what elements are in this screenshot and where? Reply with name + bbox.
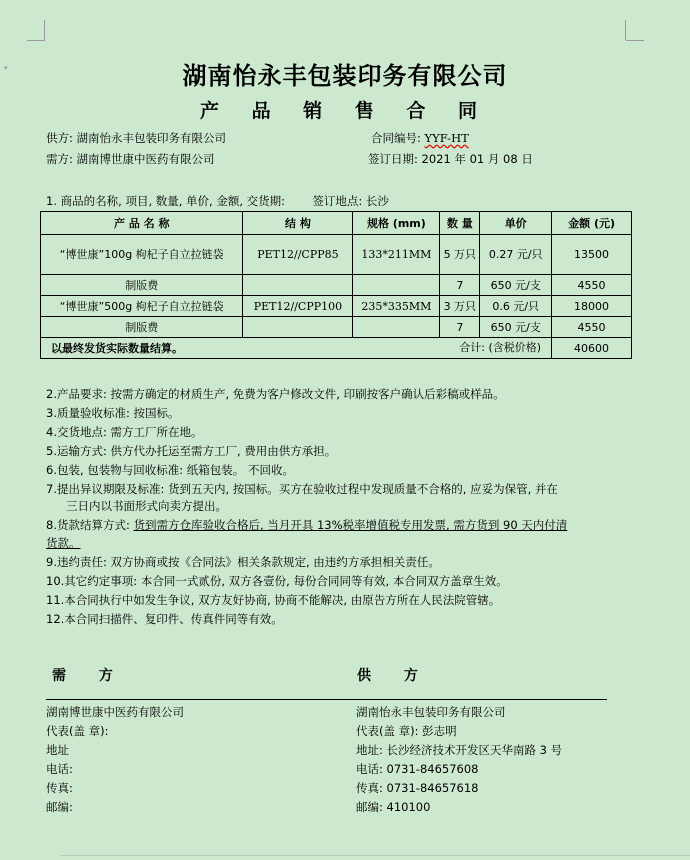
table-cell xyxy=(243,317,353,338)
buyer-heading: 需 方 xyxy=(52,668,127,684)
settlement-note: 以最终发货实际数量结算。 xyxy=(51,341,183,355)
table-header-cell: 金额 (元) xyxy=(552,212,632,235)
table-cell: PET12//CPP85 xyxy=(243,235,353,275)
term-5: 5.运输方式: 供方代办托运至需方工厂, 费用由供方承担。 xyxy=(46,444,337,458)
table-header-cell: 结 构 xyxy=(243,212,353,235)
table-cell: 650 元/支 xyxy=(480,317,552,338)
table-cell: 4550 xyxy=(552,275,632,296)
document-title: 产 品 销 售 合 同 xyxy=(199,100,491,122)
contract-no-line xyxy=(371,130,469,146)
supplier-rep: 代表(盖 章): 彭志明 xyxy=(356,724,457,738)
table-row xyxy=(41,235,632,275)
item-1-line xyxy=(46,193,389,209)
supplier-heading: 供 方 xyxy=(357,668,432,684)
buyer-rep: 代表(盖 章): xyxy=(46,724,109,738)
table-header-row xyxy=(41,212,632,235)
table-cell: 5 万只 xyxy=(440,235,480,275)
term-9: 9.违约责任: 双方协商或按《合同法》相关条款规定, 由违约方承担相关责任。 xyxy=(46,555,440,569)
sign-location: 长沙 xyxy=(365,194,389,208)
term-7: 7.提出异议期限及标准: 货到五天内, 按国标。买方在验收过程中发现质量不合格的, 应妥为保管, 并在 xyxy=(46,482,558,496)
crop-mark-top-left xyxy=(44,20,45,40)
term-8-payment: 货到需方仓库验收合格后, 当月开具 13%税率增值税专用发票, 需方货到 90 天内付清 xyxy=(133,518,568,532)
table-cell: 0.6 元/只 xyxy=(480,296,552,317)
buyer-name: 湖南博世康中医药有限公司 xyxy=(76,152,215,166)
supplier-company: 湖南怡永丰包装印务有限公司 xyxy=(356,705,506,719)
table-row xyxy=(41,317,632,338)
term-8-continued: 货款。 xyxy=(46,536,81,550)
supplier-postcode: 邮编: 410100 xyxy=(356,800,431,814)
signature-divider xyxy=(46,699,607,700)
crop-mark-top-right xyxy=(625,20,626,40)
table-header-cell: 产 品 名 称 xyxy=(41,212,243,235)
table-header-cell: 单价 xyxy=(480,212,552,235)
item-1-text: 1. 商品的名称, 项目, 数量, 单价, 金额, 交货期: xyxy=(46,194,286,208)
buyer-line xyxy=(46,151,215,167)
contract-no-label: 合同编号: xyxy=(371,131,421,145)
supplier-fax: 传真: 0731-84657618 xyxy=(356,781,479,795)
table-cell: 18000 xyxy=(552,296,632,317)
sign-date-label: 签订日期: xyxy=(368,152,418,166)
crop-mark-top-right xyxy=(626,40,644,41)
table-cell: 制版费 xyxy=(41,317,243,338)
table-cell: “博世康”500g 枸杞子自立拉链袋 xyxy=(41,296,243,317)
table-cell: 13500 xyxy=(552,235,632,275)
table-cell xyxy=(243,275,353,296)
table-cell: 235*335MM xyxy=(353,296,440,317)
buyer-company: 湖南博世康中医药有限公司 xyxy=(46,705,184,719)
table-total-row xyxy=(41,338,632,359)
table-cell: PET12//CPP100 xyxy=(243,296,353,317)
term-12: 12.本合同扫描件、复印件、传真件同等有效。 xyxy=(46,612,283,626)
table-cell: 0.27 元/只 xyxy=(480,235,552,275)
table-cell: 7 xyxy=(440,317,480,338)
table-cell: 制版费 xyxy=(41,275,243,296)
term-6: 6.包装, 包装物与回收标准: 纸箱包装。 不回收。 xyxy=(46,463,294,477)
table-cell xyxy=(353,317,440,338)
term-10: 10.其它约定事项: 本合同一式贰份, 双方各壹份, 每份合同同等有效, 本合同双方盖章生效。 xyxy=(46,574,508,588)
term-7-continued: 三日内以书面形式向卖方提出。 xyxy=(66,499,227,513)
table-row xyxy=(41,275,632,296)
table-cell: 3 万只 xyxy=(440,296,480,317)
sign-date-line xyxy=(368,151,533,167)
table-row xyxy=(41,296,632,317)
sign-location-label: 签订地点: xyxy=(312,194,363,208)
supplier-name: 湖南怡永丰包装印务有限公司 xyxy=(76,131,227,145)
company-title: 湖南怡永丰包装印务有限公司 xyxy=(182,61,508,90)
table-cell: 650 元/支 xyxy=(480,275,552,296)
term-3: 3.质量验收标准: 按国标。 xyxy=(46,406,180,420)
table-cell: “博世康”100g 枸杞子自立拉链袋 xyxy=(41,235,243,275)
term-8-prefix: 8.货款结算方式: xyxy=(46,518,134,532)
supplier-phone: 电话: 0731-84657608 xyxy=(356,762,479,776)
term-2: 2.产品要求: 按需方确定的材质生产, 免费为客户修改文件, 印刷按客户确认后彩稿或样品。 xyxy=(46,387,505,401)
collapse-marker-icon: ▾ xyxy=(4,64,8,72)
supplier-line xyxy=(46,130,226,146)
table-cell: 7 xyxy=(440,275,480,296)
supplier-label: 供方: xyxy=(46,131,73,145)
buyer-phone: 电话: xyxy=(46,762,73,776)
product-table xyxy=(40,211,632,359)
buyer-postcode: 邮编: xyxy=(46,800,73,814)
buyer-signature-block xyxy=(46,703,184,817)
term-8 xyxy=(46,516,567,534)
crop-mark-top-left xyxy=(27,40,45,41)
total-value: 40600 xyxy=(552,338,632,359)
supplier-signature-block xyxy=(356,703,562,817)
supplier-address: 地址: 长沙经济技术开发区天华南路 3 号 xyxy=(356,743,563,757)
table-footer-cell xyxy=(41,338,552,359)
term-11: 11.本合同执行中如发生争议, 双方友好协商, 协商不能解决, 由原告方所在人民法院管辖。 xyxy=(46,593,501,607)
table-cell xyxy=(353,275,440,296)
buyer-address: 地址 xyxy=(46,743,69,757)
table-cell: 133*211MM xyxy=(353,235,440,275)
contract-no: YYF-HT xyxy=(424,131,469,145)
total-label: 合计: (含税价格) xyxy=(459,341,542,354)
table-cell: 4550 xyxy=(552,317,632,338)
buyer-label: 需方: xyxy=(46,152,73,166)
sign-date: 2021 年 01 月 08 日 xyxy=(421,152,533,166)
buyer-fax: 传真: xyxy=(46,781,73,795)
page-bottom-edge xyxy=(60,855,690,856)
term-4: 4.交货地点: 需方工厂所在地。 xyxy=(46,425,203,439)
table-header-cell: 数 量 xyxy=(440,212,480,235)
table-header-cell: 规格 (mm) xyxy=(353,212,440,235)
